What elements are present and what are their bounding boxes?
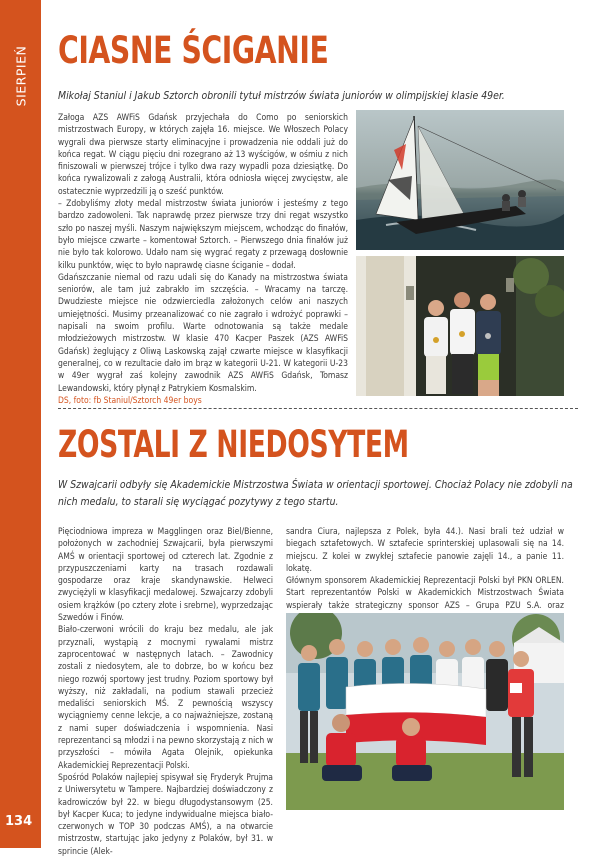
article-2-column-2: [286, 526, 564, 624]
article-1-paragraph: – Zdobyliśmy złoty medal mistrzostw świata juniorów i jesteśmy z tego bardzo zadowoleni. Tak naprawdę przez pierwsze trzy dni regat wszystko szło po naszej myśli. Naszym największym miejscem, wchodząc do finałów, było miejsce czwarte – komentował Sztorch. – Pierwszego dnia finałów już nie było tak kolorowo. Udało nam się wygrać regaty z przewagą dosłownie kilku punktów, więc to było naprawdę ciasne ściganie – dodał.: [58, 199, 348, 271]
section-sidebar: [0, 0, 41, 848]
article-2-lead: W Szwajcarii odbyły się Akademickie Mistrzostwa Świata w orientacji sportowej. Chociaż Polacy nie zdobyli na nich medalu, to starali się wyciągać pozytywy z tego startu.: [58, 479, 573, 508]
page-number: 134: [5, 814, 33, 829]
article-1-title: CIASNE ŚCIGANIE: [58, 29, 329, 72]
section-label: SIERPIEŃ: [13, 45, 29, 107]
article-1-body: [58, 112, 348, 407]
article-1-credit: DS, foto: fb Staniul/Sztorch 49er boys: [58, 395, 202, 406]
article-1-paragraph: Gdańszczanie niemal od razu udali się do Kanady na mistrzostwa świata seniorów, ale tam już zabrakło im szczęścia. – Wracamy na tarczę. Dwudzieste miejsce nie odzwierciedla założonych celów ani naszych umiejętności. Musimy przeanalizować co nie zagrało i wdrożyć poprawki – napisali na swoim profilu. Warte odnotowania są także medale młodzieżowych mistrzostw. W klasie 470 Kacper Paszek (AZS AWFiS Gdańsk) żeglujący z Oliwą Laskowską zajął czwarte miejsce w klasyfikacji generalnej, co w rezultacie dało im brąz w kategorii U-21. W kategorii U-23 w 49er wygrał zaś kolejny zawodnik AZS AWFiS Gdańsk, Tomasz Lewandowski, który płynął z Patrykiem Kosmalskim.: [58, 272, 348, 394]
article-2-paragraph: Głównym sponsorem Akademickiej Reprezentacji Polski był PKN ORLEN. Start reprezentantów Polski w Akademickich Mistrzostwach Świata wspierały także strategiczny sponsor AZS – Grupa PZU S.A. oraz: [286, 575, 564, 624]
article-1-lead: Mikołaj Staniul i Jakub Sztorch obronili tytuł mistrzów świata juniorów w olimpijskiej klasie 49er.: [58, 90, 505, 102]
section-divider: [58, 408, 578, 409]
article-2-title: ZOSTALI Z NIEDOSYTEM: [58, 423, 409, 466]
article-2-paragraph: Biało-czerwoni wrócili do kraju bez medalu, ale jak przyznali, wystąpią z mocnymi rywalami mistrz zaprocentować w następnych latach. – Zawodnicy zostali z niedosytem, ale to dobrze, bo w końcu bez niego rozwój sportowy jest trudny. Poziom sportowy był wyższy, niż zakładali, na podium stawali przecież medaliści seniorskich MŚ. Z pewnością wszyscy wyciągniemy cenne lekcje, a co najważniejsze, zostaną z nami super doświadczenia i wspomnienia. Nasi reprezentanci są młodzi i na pewno skorzystają z nich w przyszłości – mówiła Agata Olejnik, opiekunka Akademickiej Reprezentacji Polski.: [58, 625, 273, 771]
article-2-paragraph: Pięciodniowa impreza w Magglingen oraz Biel/Bienne, położonych w zachodniej Szwajcarii, była pierwszymi AMŚ w orientacji sportowej od czterech lat. Zgodnie z przypuszczeniami karty na trasach rozdawali gospodarze oraz kraje skandynawskie. Helweci zwyciężyli w klasyfikacji medalowej. Szwajcarzy zdobyli osiem krążków (po cztery złote i srebrne), wyprzedzając Szwedów i Finów.: [58, 527, 273, 624]
article-1-paragraph: Załoga AZS AWFiS Gdańsk przyjechała do Como po seniorskich mistrzostwach Europy, w których zajęła 16. miejsce. We Włoszech Polacy wygrali dwa pierwsze starty eliminacyjne i prowadzenia nie oddali już do końca regat. W ciągu pięciu dni rozegrano aż 13 wyścigów, w ośmiu z nich finiszowali w pierwszej trójce i tylko dwa razy wypadli poza dziesiątkę. Do końca rywalizowali z załogą Australii, która odniosła więcej zwycięstw, ale ostatecznie wyprzedzili ją o sześć punktów.: [58, 113, 348, 197]
team-photo: [286, 613, 564, 810]
article-2-column-1: [58, 526, 273, 858]
article-2-paragraph: sandra Ciura, najlepsza z Polek, była 44.). Nasi brali też udział w biegach sztafetowych. W sztafecie sprinterskiej uplasowali się na 14. miejscu. Z kolei w zwykłej sztafecie panowie zajęli 14., a panie 11. lokatę.: [286, 527, 564, 574]
medalists-photo: [356, 256, 564, 396]
sailing-photo: [356, 110, 564, 250]
article-2-paragraph: Spośród Polaków najlepiej spisywał się Fryderyk Prujma z Uniwersytetu w Tampere. Najbardziej doświadczony z kadrowiczów był 22. w biegu długodystansowym (25. był Kacper Kuca; to jedyne indywidualne miejsca biało-czerwonych w TOP 30 podczas AMŚ), a na otwarcie mistrzostw, startując jako jedyny z Polaków, był 31. w sprincie (Alek-: [58, 772, 273, 857]
